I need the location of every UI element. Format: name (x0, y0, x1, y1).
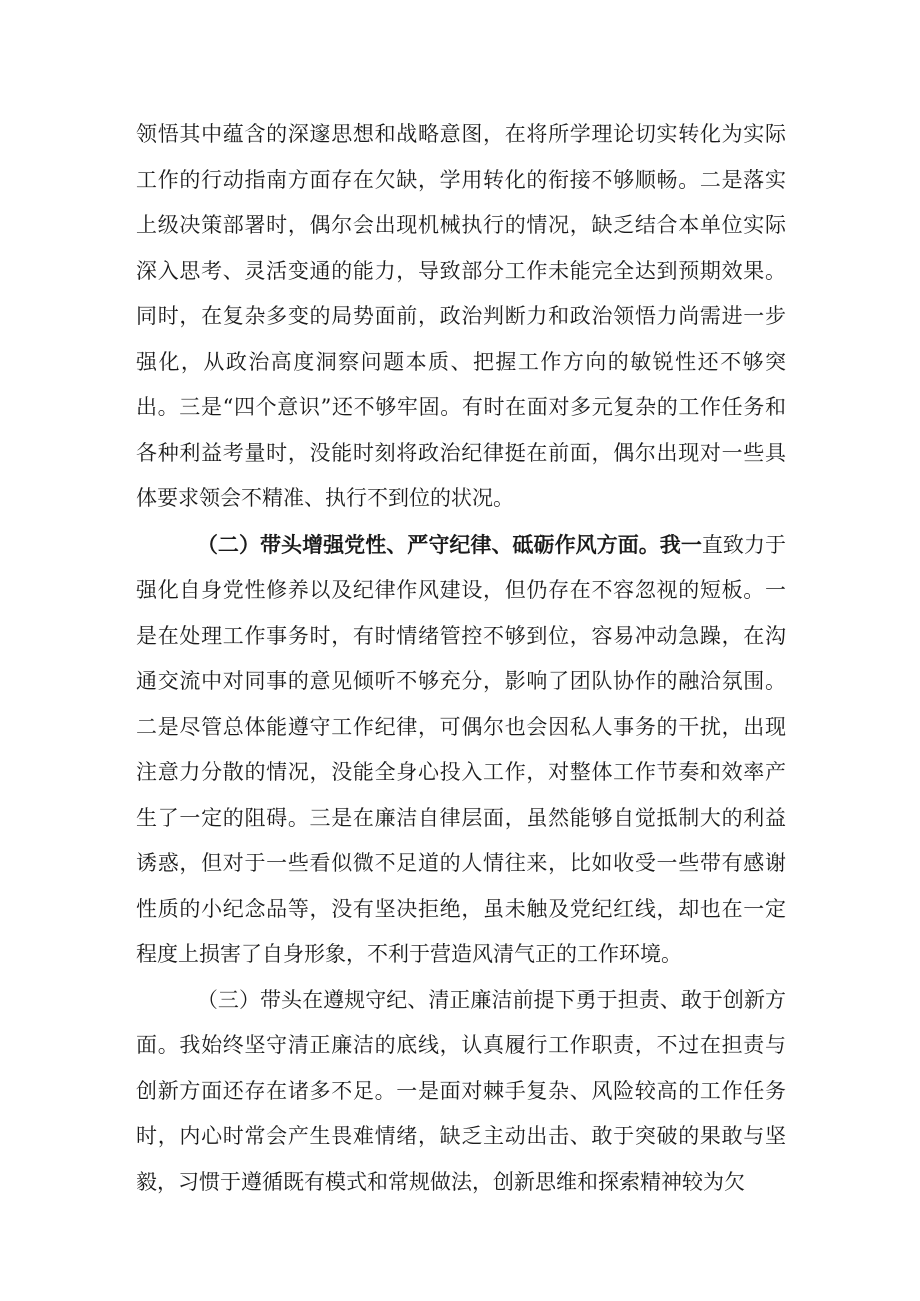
paragraph-3: （三）带头在遵规守纪、清正廉洁前提下勇于担责、敢于创新方面。我始终坚守清正廉洁的底线，认真履行工作职责，不过在担责与创新方面还存在诸多不足。一是面对棘手复杂、风险较高的工作任务时，内心时常会产生畏难情绪，缺乏主动出击、敢于突破的果敢与坚毅，习惯于遵循既有模式和常规做法，创新思维和探索精神较为欠 (136, 987, 786, 1194)
paragraph-1: 领悟其中蕴含的深邃思想和战略意图，在将所学理论切实转化为实际工作的行动指南方面存在欠缺，学用转化的衔接不够顺畅。二是落实上级决策部署时，偶尔会出现机械执行的情况，缺乏结合本单位实际深入思考、灵活变通的能力，导致部分工作未能完全达到预期效果。同时，在复杂多变的局势面前，政治判断力和政治领悟力尚需进一步强化，从政治高度洞察问题本质、把握工作方向的敏锐性还不够突出。三是“四个意识”还不够牢固。有时在面对多元复杂的工作任务和各种利益考量时，没能时刻将政治纪律挺在前面，偶尔出现对一些具体要求领会不精准、执行不到位的状况。 (136, 122, 786, 510)
paragraph-2 (136, 522, 786, 978)
paragraph-2-heading: （二）带头增强党性、严守纪律、砥砺作风方面。我一 (196, 531, 702, 557)
document-body (136, 112, 786, 1205)
paragraph-2-body: 直致力于强化自身党性修养以及纪律作风建设，但仍存在不容忽视的短板。一是在处理工作事务时，有时情绪管控不够到位，容易冲动急躁，在沟通交流中对同事的意见倾听不够充分，影响了团队协作的融洽氛围。二是尽管总体能遵守工作纪律，可偶尔也会因私人事务的干扰，出现注意力分散的情况，没能全身心投入工作，对整体工作节奏和效率产生了一定的阻碍。三是在廉洁自律层面，虽然能够自觉抵制大的利益诱惑，但对于一些看似微不足道的人情往来，比如收受一些带有感谢性质的小纪念品等，没有坚决拒绝，虽未触及党纪红线，却也在一定程度上损害了自身形象，不利于营造风清气正的工作环境。 (136, 532, 786, 966)
